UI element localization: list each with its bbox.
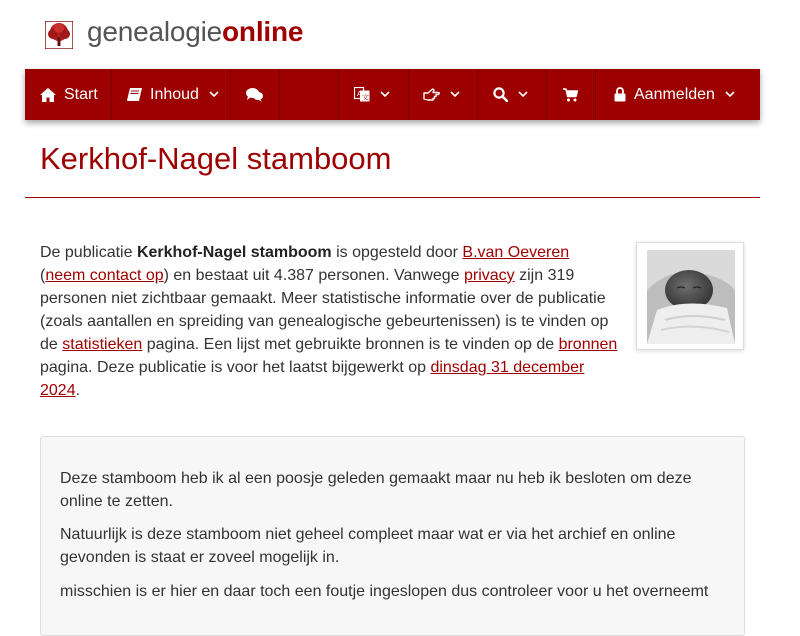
language-icon	[354, 87, 370, 102]
svg-text:文: 文	[362, 94, 369, 102]
baby-photo	[647, 250, 735, 344]
intro-text: pagina. Een lijst met gebruikte bronnen is te vinden op de	[142, 336, 559, 353]
publication-photo-frame	[636, 242, 744, 350]
main-navbar	[25, 69, 760, 120]
search-icon	[493, 87, 508, 102]
last-updated-link[interactable]: dinsdag 31 december 2024	[40, 359, 585, 399]
publication-name: Kerkhof-Nagel stamboom	[136, 244, 332, 261]
nav-inhoud[interactable]	[127, 69, 219, 120]
contact-link[interactable]: neem contact op	[45, 267, 164, 284]
tree-logo-icon[interactable]	[45, 21, 73, 49]
intro-text: .	[75, 382, 81, 399]
bronnen-link[interactable]: bronnen	[558, 336, 618, 353]
author-link[interactable]: B.van Oeveren	[462, 244, 570, 261]
publication-intro	[40, 241, 622, 402]
nav-divider	[595, 69, 596, 120]
nav-forum[interactable]	[246, 69, 263, 120]
publication-description	[40, 436, 745, 636]
nav-divider	[546, 69, 547, 120]
description-paragraph-1: Deze stamboom heb ik al een poosje geleden gemaakt maar nu heb ik besloten om deze online te zetten.	[60, 470, 692, 510]
nav-language[interactable]	[354, 69, 390, 120]
nav-start-label: Start	[64, 85, 98, 103]
description-paragraph-2: Natuurlijk is deze stamboom niet geheel compleet maar wat er via het archief en online gevonden is staat er zoveel mogelijk in.	[60, 526, 676, 566]
nav-divider	[279, 69, 280, 120]
home-icon	[40, 88, 56, 102]
nav-search[interactable]	[493, 69, 528, 120]
site-logo[interactable]	[87, 16, 303, 48]
title-divider	[25, 197, 760, 198]
nav-divider	[408, 69, 409, 120]
hand-pointer-icon	[423, 88, 440, 101]
nav-inhoud-label: Inhoud	[150, 85, 199, 103]
intro-text: (	[40, 267, 46, 284]
intro-text: pagina. Deze publicatie is voor het laatst bijgewerkt op	[40, 359, 431, 376]
chevron-down-icon	[725, 91, 735, 98]
intro-text: ) en bestaat uit 4.387 personen. Vanwege	[163, 267, 464, 284]
intro-text: zijn 319 personen niet zichtbaar gemaakt. Meer statistische informatie over de publicatie (zoals aantallen en spreiding van genealogische gebeurtenissen) is te vinden op de	[40, 267, 609, 353]
chevron-down-icon	[209, 91, 219, 98]
nav-actions[interactable]	[423, 69, 460, 120]
statistieken-link[interactable]: statistieken	[62, 336, 143, 353]
page-title: Kerkhof-Nagel stamboom	[40, 141, 392, 176]
logo-text-genealogie: genealogie	[87, 16, 223, 47]
description-paragraph-3: misschien is er hier en daar toch een foutje ingeslopen dus controleer voor u het overneemt	[60, 583, 709, 600]
cart-icon	[563, 88, 578, 102]
comments-icon	[246, 88, 263, 102]
nav-aanmelden-label: Aanmelden	[634, 85, 715, 103]
privacy-link[interactable]: privacy	[463, 267, 515, 284]
intro-text: De publicatie	[40, 244, 137, 261]
book-icon	[127, 88, 142, 102]
nav-divider	[111, 69, 112, 120]
nav-divider	[338, 69, 339, 120]
site-header	[0, 0, 800, 69]
nav-divider	[477, 69, 478, 120]
chevron-down-icon	[518, 91, 528, 98]
intro-text: is opgesteld door	[331, 244, 463, 261]
nav-divider	[230, 69, 231, 120]
nav-aanmelden[interactable]	[614, 69, 735, 120]
chevron-down-icon	[450, 91, 460, 98]
chevron-down-icon	[380, 91, 390, 98]
svg-text:A: A	[357, 91, 362, 98]
logo-text-online: online	[222, 16, 304, 47]
nav-start[interactable]	[40, 69, 98, 120]
nav-cart[interactable]	[563, 69, 578, 120]
lock-icon	[614, 87, 626, 102]
